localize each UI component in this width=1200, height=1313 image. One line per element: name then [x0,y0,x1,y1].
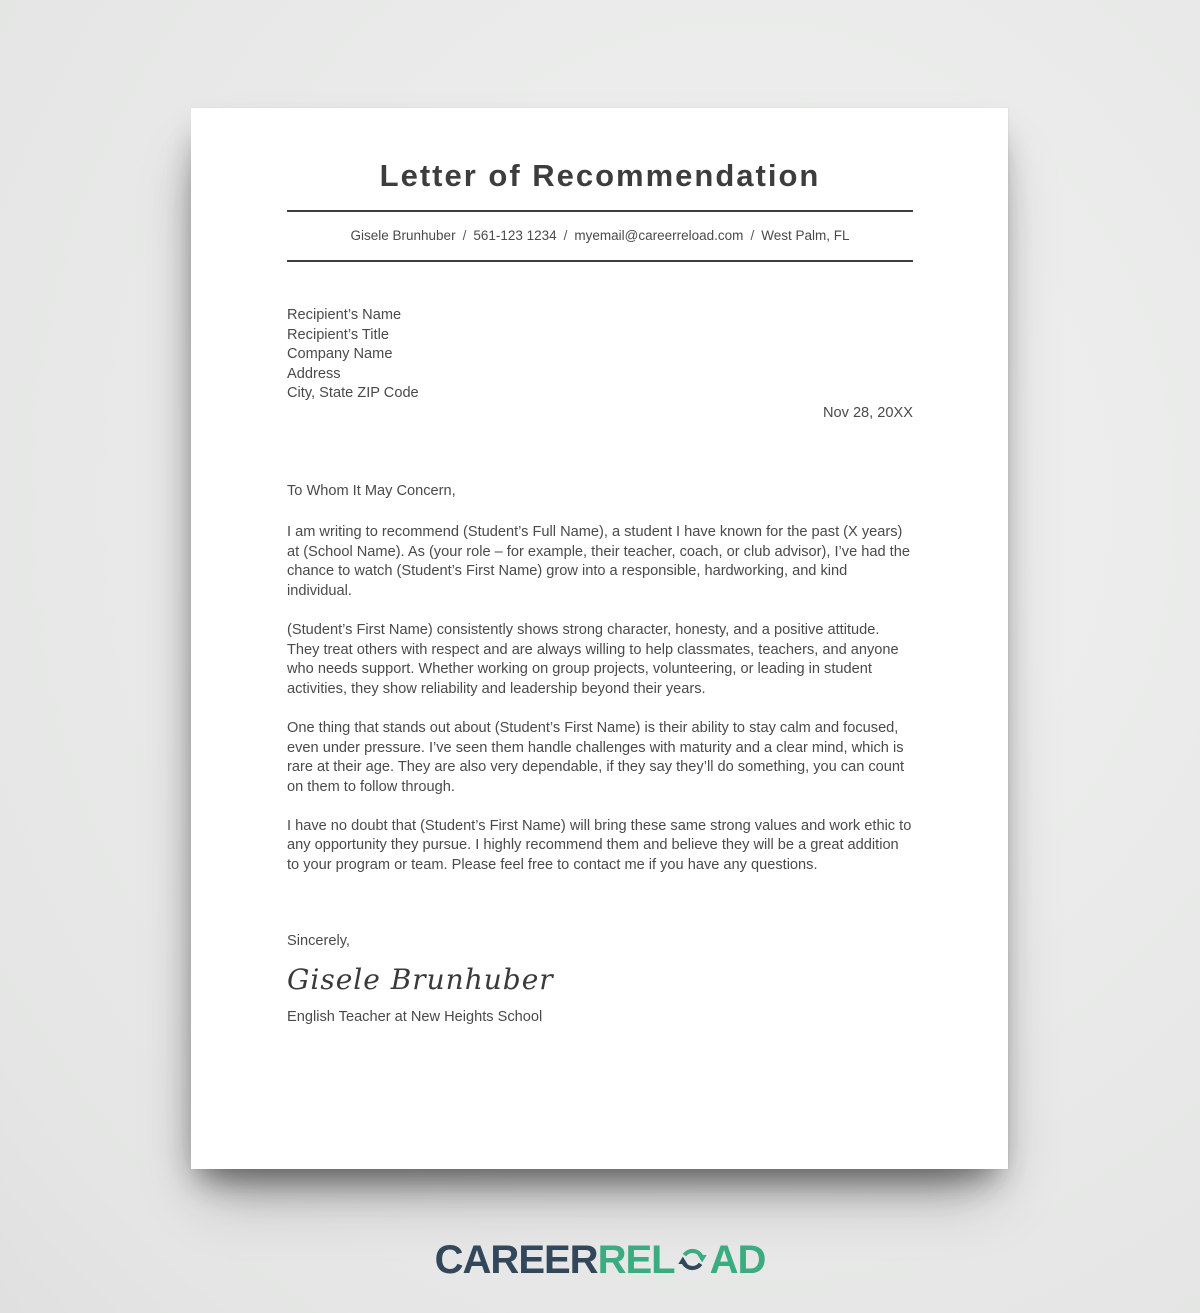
contact-line [287,212,913,260]
letter-paragraph: One thing that stands out about (Student’s First Name) is their ability to stay calm and focused, even under pressure. I’ve seen them handle challenges with maturity and a clear mind, which is rare at their age. They are also very dependable, if they say they’ll do something, you can count on them to follow through. [287,719,905,795]
letter-paragraph: I have no doubt that (Student’s First Name) will bring these same strong values and work ethic to any opportunity they pursue. I highly recommend them and believe they will be a great addition to your program or team. Please feel free to contact me if you have any questions. [287,817,912,873]
signer-title-line: English Teacher at New Heights School [287,1009,543,1026]
brand-career-text: CAREER [434,1238,598,1282]
contact-location: West Palm, FL [761,228,850,243]
contact-name: Gisele Brunhuber [350,228,456,243]
contact-phone: 561-123 1234 [473,228,557,243]
recipient-name-line: Recipient’s Name [287,307,402,323]
city-state-zip-line: City, State ZIP Code [287,385,419,402]
address-line: Address [287,365,341,382]
reload-arrows-icon [676,1243,709,1276]
letter-paragraph: I am writing to recommend (Student’s Full Name), a student I have known for the past (X years) at (School Name). As (your role – for example, their teacher, coach, or club advisor), I’ve had the chance to watch (Student’s First Name) grow into a responsible, hardworking, and kind individual. [287,524,910,599]
letter-page [191,108,1008,1169]
header-rule-bottom [287,260,913,262]
contact-separator: / [563,228,568,243]
contact-separator: / [750,228,755,243]
recipient-block [287,306,913,404]
company-name-line: Company Name [287,346,393,363]
closing-line: Sincerely, [287,932,350,949]
page-title: Letter of Recommendation [379,158,821,193]
greeting-line: To Whom It May Concern, [287,482,456,499]
date-line: Nov 28, 20XX [822,404,913,421]
brand-rel-text: REL [597,1238,675,1282]
letter-paragraph: (Student’s First Name) consistently shows strong character, honesty, and a positive attitude. They treat others with respect and are always willing to help classmates, teachers, and anyone who needs support. Whether working on group projects, volunteering, or leading in student activities, they show reliability and leadership beyond their years. [287,622,899,697]
recipient-title-line: Recipient’s Title [287,326,389,343]
contact-separator: / [462,228,467,243]
brand-logo [0,1238,1200,1282]
brand-ad-text: AD [709,1238,766,1282]
signature-script: Gisele Brunhuber [287,963,554,997]
contact-email: myemail@careerreload.com [574,228,744,243]
